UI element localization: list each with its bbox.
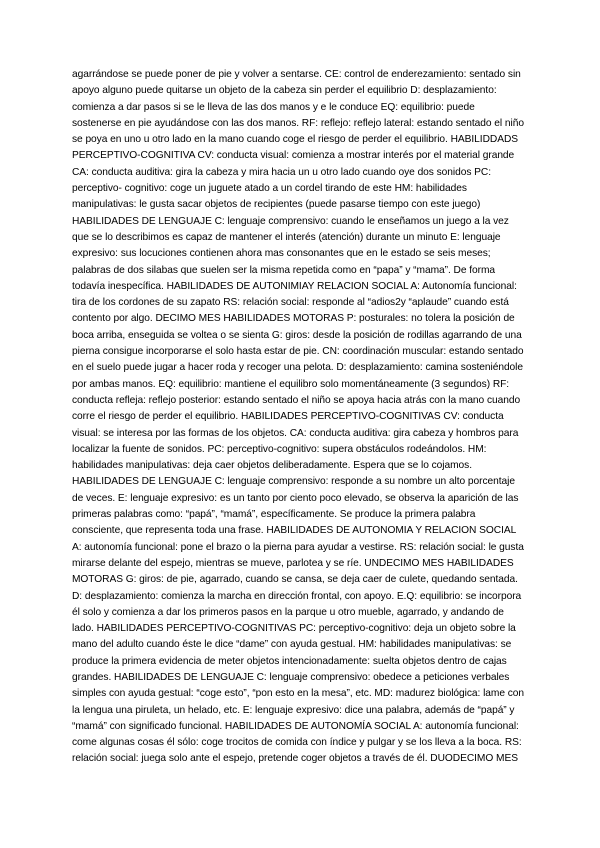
document-page — [72, 67, 526, 768]
body-paragraph: agarrándose se puede poner de pie y volver a sentarse. CE: control de enderezamiento: sentado sin apoyo alguno puede quitarse un objeto de la cabeza sin perder el equilibrio D: desplazamiento: comienza a dar pasos si se le lleva de las dos manos y e le conduce EQ: equilibrio: puede sostenerse en pie ayudándose con las dos manos. RF: reflejo: reflejo lateral: estando sentado el niño se poya en uno u otro lado en la mano cuando coge el riesgo de perder el equilibrio. HABILIDDADS PERCEPTIVO-COGNITIVA CV: conducta visual: comienza a mostrar interés por el material grande CA: conducta auditiva: gira la cabeza y mira hacia un u otro lado cuando oye dos sonidos PC: perceptivo- cognitivo: coge un juguete atado a un cordel tirando de este HM: habilidades manipulativas: le gusta sacar objetos de recipientes (puede pasarse tiempo con este juego) HABILIDADES DE LENGUAJE C: lenguaje comprensivo: cuando le enseñamos un juego a la vez que se lo describimos es capaz de mantener el interés (atención) durante un minuto E: lenguaje expresivo: sus locuciones contienen ahora mas consonantes que en le estado se seis meses; palabras de dos silabas que suelen ser la misma repetida como en “papa” y “mama”. De forma todavía inespecífica. HABILIDADES DE AUTONIMIAY RELACION SOCIAL A: Autonomía funcional: tira de los cordones de su zapato RS: relación social: responde al “adios2y “aplaude” cuando está contento por algo. DECIMO MES HABILIDADES MOTORAS P: posturales: no tolera la posición de boca arriba, enseguida se voltea o se sienta G: giros: desde la posición de rodillas agarrando de una pierna consigue incorporarse el solo hasta estar de pie. CN: coordinación muscular: estando sentado en el suelo puede jugar a hacer roda y recoger una pelota. D: desplazamiento: camina sosteniéndole por ambas manos. EQ: equilibrio: mantiene el equilibro solo momentáneamente (3 segundos) RF: conducta refleja: reflejo posterior: estando sentado el niño se apoya hacia atrás con la mano cuando corre el riesgo de perder el equilibrio. HABILIDADES PERCEPTIVO-COGNITIVAS CV: conducta visual: se interesa por las formas de los objetos. CA: conducta auditiva: gira cabeza y hombros para localizar la fuente de sonidos. PC: perceptivo-cognitivo: supera obstáculos rodeándolos. HM: habilidades manipulativas: deja caer objetos deliberadamente. Espera que se lo cojamos. HABILIDADES DE LENGUAJE C: lenguaje comprensivo: responde a su nombre un alto porcentaje de veces. E: lenguaje expresivo: es un tanto por ciento poco elevado, se observa la aparición de las primeras palabras como: “papá”, “mamá”, específicamente. Se produce la primera palabra consciente, que representa toda una frase. HABILIDADES DE AUTONOMIA Y RELACION SOCIAL A: autonomía funcional: pone el brazo o la pierna para ayudar a vestirse. RS: relación social: le gusta mirarse delante del espejo, mientras se mueve, parlotea y se ríe. UNDECIMO MES HABILIDADES MOTORAS G: giros: de pie, agarrado, cuando se cansa, se deja caer de culete, quedando sentada. D: desplazamiento: comienza la marcha en dirección frontal, con apoyo. E.Q: equilibrio: se incorpora él solo y comienza a dar los primeros pasos en la parque u otro mueble, agarrado, y andando de lado. HABILIDADES PERCEPTIVO-COGNITIVAS PC: perceptivo-cognitivo: deja un objeto sobre la mano del adulto cuando éste le dice “dame” con ayuda gestual. HM: habilidades manipulativas: se produce la primera evidencia de meter objetos intencionadamente: suelta objetos dentro de cajas grandes. HABILIDADES DE LENGUAJE C: lenguaje comprensivo: obedece a peticiones verbales simples con ayuda gestual: “coge esto”, “pon esto en la mesa”, etc. MD: madurez biológica: lame con la lengua una piruleta, un helado, etc. E: lenguaje expresivo: dice una palabra, además de “papá” y “mamá” con significado funcional. HABILIDADES DE AUTONOMÍA SOCIAL A: autonomía funcional: come algunas cosas él sólo: coge trocitos de comida con índice y pulgar y se los lleva a la boca. RS: relación social: juega solo ante el espejo, pretende coger objetos a través de él. DUODECIMO MES — [72, 69, 525, 765]
